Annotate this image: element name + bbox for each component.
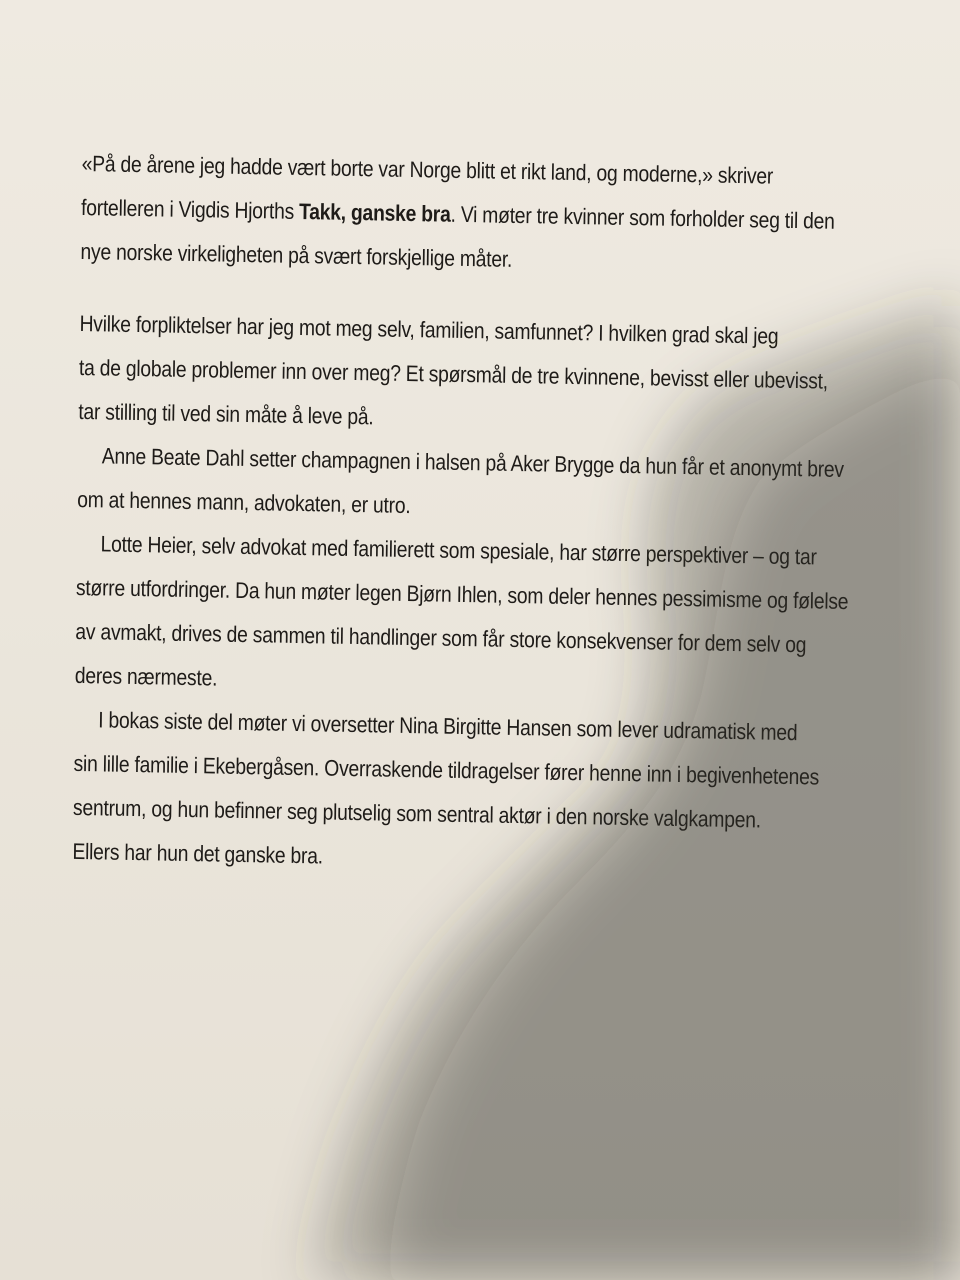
- paragraph-lotte: [74, 522, 849, 711]
- text-line: av avmakt, drives de sammen til handlinger som får store konsekvenser for dem selv og: [75, 618, 807, 658]
- text-line: Hvilke forpliktelser har jeg mot meg selv, familien, samfunnet? I hvilken grad skal jeg: [79, 310, 779, 349]
- paragraph-nina: [72, 698, 820, 887]
- paragraph-questions: [78, 302, 829, 447]
- text-line: Lotte Heier, selv advokat med familierett som spesiale, har større perspektiver – og tar: [100, 531, 817, 570]
- text-segment: . Vi møter tre kvinner som forholder seg til den: [450, 201, 835, 234]
- text-line: «På de årene jeg hadde vært borte var Norge blitt et rikt land, og moderne,» skriver: [81, 150, 774, 189]
- text-line: nye norske virkeligheten på svært forskjellige måter.: [80, 238, 513, 272]
- book-title: Takk, ganske bra: [298, 198, 451, 227]
- text-line: om at hennes mann, advokaten, er utro.: [77, 486, 411, 519]
- text-line: Ellers har hun det ganske bra.: [72, 838, 323, 869]
- paragraph-anne: [77, 434, 844, 535]
- text-line: Anne Beate Dahl setter champagnen i halsen på Aker Brygge da hun får et anonymt brev: [101, 443, 844, 482]
- text-line: større utfordringer. Da hun møter legen Bjørn Ihlen, som deler hennes pessimisme og følelse: [75, 574, 849, 615]
- text-line: I bokas siste del møter vi oversetter Nina Birgitte Hansen som lever udramatisk med: [98, 707, 798, 746]
- text-line: sentrum, og hun befinner seg plutselig som sentral aktør i den norske valgkampen.: [72, 794, 762, 833]
- blurb-text: [72, 142, 849, 887]
- text-line: deres nærmeste.: [74, 662, 218, 691]
- paragraph-intro: [80, 142, 835, 287]
- text-segment: fortelleren i Vigdis Hjorths: [80, 194, 300, 224]
- text-line: ta de globale problemer inn over meg? Et spørsmål de tre kvinnene, bevisst eller ubevisst,: [78, 354, 829, 394]
- text-line: sin lille familie i Ekebergåsen. Overraskende tildragelser fører henne inn i begivenhetenes: [73, 750, 820, 790]
- text-line: tar stilling til ved sin måte å leve på.: [78, 398, 374, 430]
